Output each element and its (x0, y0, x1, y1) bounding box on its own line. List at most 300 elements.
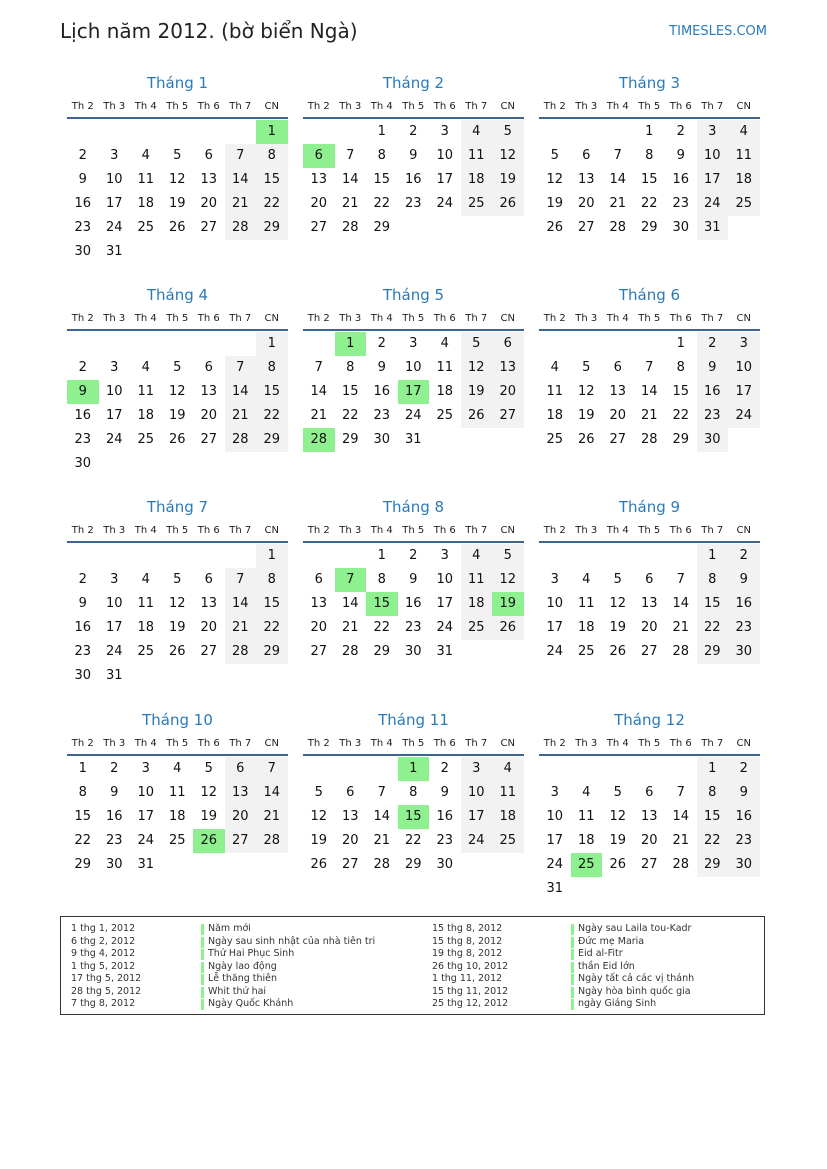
month-name: Tháng 8 (382, 498, 445, 516)
day-cell: 19 (492, 168, 524, 192)
day-cell: 31 (404, 432, 422, 447)
day-cell: 22 (256, 404, 288, 428)
brand-link[interactable]: TIMESLES.COM (669, 24, 767, 39)
day-cell: 12 (168, 172, 186, 187)
day-cell: 22 (697, 616, 729, 640)
holiday-name: Ngày lao động (208, 960, 277, 972)
holiday-name: Whit thứ hai (208, 985, 267, 997)
day-cell: 25 (137, 220, 155, 235)
day-cell: 26 (577, 432, 595, 447)
day-cell: 12 (609, 809, 627, 824)
day-cell: 24 (105, 644, 123, 659)
day-cell: 31 (697, 216, 729, 240)
holiday-date: 7 thg 8, 2012 (71, 998, 136, 1009)
day-cell: 5 (492, 544, 524, 568)
holiday-marker (571, 974, 574, 985)
day-cell: 10 (546, 809, 564, 824)
day-cell: 6 (204, 148, 213, 163)
day-cell: 6 (613, 360, 622, 375)
day-cell: 28 (609, 220, 627, 235)
day-cell: 30 (74, 244, 92, 259)
day-cell: 29 (341, 432, 359, 447)
day-cell: 31 (105, 668, 123, 683)
day-cell: 5 (314, 785, 323, 800)
holiday-date: 1 thg 1, 2012 (71, 923, 136, 934)
day-cell: 31 (436, 644, 454, 659)
weekday-label: Th 3 (575, 738, 598, 749)
day-cell: 14 (373, 809, 391, 824)
day-cell: 14 (310, 384, 328, 399)
weekday-label: CN (500, 101, 515, 112)
weekday-label: Th 6 (433, 738, 456, 749)
day-cell: 4 (492, 757, 524, 781)
day-cell: 24 (546, 644, 564, 659)
day-cell: 22 (373, 620, 391, 635)
day-cell: 19 (546, 196, 564, 211)
day-cell: 17 (105, 196, 123, 211)
weekday-label: Th 2 (71, 313, 94, 324)
day-cell: 16 (436, 809, 454, 824)
header-rule (303, 329, 524, 331)
weekday-label: Th 5 (638, 101, 661, 112)
day-cell: 2 (78, 572, 87, 587)
day-cell: 18 (728, 168, 760, 192)
day-cell: 14 (672, 596, 690, 611)
day-cell: 6 (645, 572, 654, 587)
header-rule (67, 117, 288, 119)
day-cell: 27 (577, 220, 595, 235)
day-cell: 26 (492, 192, 524, 216)
day-cell: 23 (74, 644, 92, 659)
day-cell: 29 (672, 432, 690, 447)
day-cell: 28 (672, 644, 690, 659)
weekday-label: Th 3 (339, 313, 362, 324)
day-cell: 13 (200, 596, 218, 611)
day-cell: 4 (728, 120, 760, 144)
weekday-label: Th 2 (71, 738, 94, 749)
day-cell: 22 (640, 196, 658, 211)
day-cell: 13 (492, 356, 524, 380)
holiday-name: Thứ Hai Phục Sinh (208, 948, 295, 959)
day-cell: 14 (225, 168, 257, 192)
day-cell: 3 (728, 332, 760, 356)
day-cell: 25 (492, 829, 524, 853)
day-cell: 12 (200, 785, 218, 800)
day-cell: 14 (225, 592, 257, 616)
day-cell: 6 (492, 332, 524, 356)
day-cell: 5 (550, 148, 559, 163)
holiday-date: 1 thg 5, 2012 (71, 960, 136, 972)
day-cell: 16 (105, 809, 123, 824)
day-cell: 26 (310, 857, 328, 872)
day-cell: 24 (728, 404, 760, 428)
day-cell: 22 (74, 833, 92, 848)
weekday-label: Th 7 (229, 313, 252, 324)
day-cell: 7 (314, 360, 323, 375)
day-cell: 25 (728, 192, 760, 216)
day-cell: 18 (137, 408, 155, 423)
day-cell: 21 (672, 620, 690, 635)
holiday-date: 25 thg 12, 2012 (432, 998, 509, 1009)
day-cell: 29 (256, 216, 288, 240)
day-cell: 13 (225, 781, 257, 805)
day-cell: 26 (168, 220, 186, 235)
month-name: Tháng 11 (378, 711, 449, 729)
day-cell: 12 (492, 144, 524, 168)
day-cell: 7 (346, 148, 355, 163)
day-cell: 4 (582, 572, 591, 587)
day-cell: 9 (377, 360, 386, 375)
holiday-day-cell: 1 (256, 120, 288, 144)
header-rule (539, 329, 760, 331)
header-rule (67, 541, 288, 543)
day-cell: 8 (697, 781, 729, 805)
weekday-label: Th 2 (307, 738, 330, 749)
weekday-label: CN (500, 313, 515, 324)
day-cell: 13 (200, 172, 218, 187)
holiday-name: Ngày sau Laila tou-Kadr (578, 923, 692, 934)
weekday-label: Th 2 (71, 525, 94, 536)
day-cell: 16 (74, 196, 92, 211)
weekday-label: Th 4 (370, 101, 393, 112)
weekday-label: Th 3 (339, 525, 362, 536)
day-cell: 17 (697, 168, 729, 192)
holiday-name: Ngày tất cả các vị thánh (578, 973, 695, 984)
day-cell: 6 (645, 785, 654, 800)
day-cell: 23 (74, 220, 92, 235)
weekday-label: CN (264, 738, 279, 749)
day-cell: 14 (225, 380, 257, 404)
day-cell: 3 (110, 148, 119, 163)
day-cell: 6 (314, 572, 323, 587)
weekday-label: Th 7 (701, 313, 724, 324)
weekday-label: CN (736, 313, 751, 324)
weekday-label: Th 4 (606, 313, 629, 324)
day-cell: 8 (256, 356, 288, 380)
day-cell: 25 (137, 644, 155, 659)
holiday-date: 6 thg 2, 2012 (71, 935, 136, 947)
holiday-marker (201, 924, 204, 935)
holiday-name: thần Eid lớn (578, 960, 635, 972)
day-cell: 27 (200, 220, 218, 235)
day-cell: 7 (256, 757, 288, 781)
day-cell: 2 (676, 124, 685, 139)
day-cell: 10 (461, 781, 493, 805)
day-cell: 28 (225, 216, 257, 240)
day-cell: 7 (645, 360, 654, 375)
day-cell: 10 (105, 172, 123, 187)
day-cell: 24 (436, 196, 454, 211)
day-cell: 22 (672, 408, 690, 423)
weekday-label: Th 4 (134, 313, 157, 324)
day-cell: 15 (341, 384, 359, 399)
holiday-name: Lễ thăng thiên (208, 973, 278, 984)
day-cell: 28 (672, 857, 690, 872)
day-cell: 7 (377, 785, 386, 800)
day-cell: 23 (672, 196, 690, 211)
weekday-label: Th 2 (307, 313, 330, 324)
day-cell: 20 (310, 620, 328, 635)
day-cell: 29 (256, 640, 288, 664)
day-cell: 5 (173, 572, 182, 587)
day-cell: 26 (609, 857, 627, 872)
day-cell: 11 (461, 568, 493, 592)
day-cell: 14 (609, 172, 627, 187)
day-cell: 7 (676, 785, 685, 800)
day-cell: 2 (409, 548, 418, 563)
day-cell: 9 (440, 785, 449, 800)
header-rule (539, 541, 760, 543)
month-name: Tháng 6 (618, 286, 681, 304)
day-cell: 12 (546, 172, 564, 187)
day-cell: 26 (546, 220, 564, 235)
day-cell: 19 (577, 408, 595, 423)
day-cell: 20 (200, 620, 218, 635)
day-cell: 11 (137, 384, 155, 399)
header-rule (67, 754, 288, 756)
day-cell: 16 (373, 384, 391, 399)
day-cell: 3 (440, 548, 449, 563)
day-cell: 15 (672, 384, 690, 399)
weekday-label: Th 7 (229, 101, 252, 112)
day-cell: 1 (256, 332, 288, 356)
weekday-label: CN (500, 738, 515, 749)
day-cell: 23 (105, 833, 123, 848)
weekday-label: Th 4 (370, 525, 393, 536)
day-cell: 24 (105, 432, 123, 447)
day-cell: 29 (74, 857, 92, 872)
day-cell: 24 (137, 833, 155, 848)
day-cell: 20 (640, 620, 658, 635)
day-cell: 26 (461, 404, 493, 428)
holiday-marker (201, 974, 204, 985)
day-cell: 20 (225, 805, 257, 829)
weekday-label: Th 5 (402, 101, 425, 112)
weekday-label: Th 7 (465, 525, 488, 536)
day-cell: 30 (74, 456, 92, 471)
day-cell: 24 (461, 829, 493, 853)
day-cell: 23 (404, 196, 422, 211)
day-cell: 19 (310, 833, 328, 848)
day-cell: 13 (640, 809, 658, 824)
day-cell: 20 (310, 196, 328, 211)
day-cell: 16 (728, 805, 760, 829)
day-cell: 8 (78, 785, 87, 800)
day-cell: 21 (256, 805, 288, 829)
day-cell: 11 (461, 144, 493, 168)
day-cell: 25 (546, 432, 564, 447)
day-cell: 27 (609, 432, 627, 447)
holiday-day-cell: 9 (67, 380, 99, 404)
holiday-marker (571, 949, 574, 960)
day-cell: 12 (461, 356, 493, 380)
day-cell: 18 (137, 620, 155, 635)
day-cell: 5 (173, 148, 182, 163)
day-cell: 7 (676, 572, 685, 587)
holiday-marker (571, 937, 574, 948)
day-cell: 25 (436, 408, 454, 423)
weekday-label: Th 2 (543, 525, 566, 536)
day-cell: 31 (546, 881, 564, 896)
day-cell: 10 (436, 572, 454, 587)
day-cell: 17 (105, 620, 123, 635)
day-cell: 28 (341, 220, 359, 235)
weekday-label: Th 3 (575, 313, 598, 324)
day-cell: 21 (225, 192, 257, 216)
day-cell: 25 (168, 833, 186, 848)
day-cell: 20 (341, 833, 359, 848)
day-cell: 30 (672, 220, 690, 235)
month-name: Tháng 5 (382, 286, 445, 304)
day-cell: 10 (728, 356, 760, 380)
day-cell: 13 (609, 384, 627, 399)
day-cell: 21 (225, 404, 257, 428)
weekday-label: Th 6 (669, 525, 692, 536)
day-cell: 21 (341, 620, 359, 635)
day-cell: 17 (436, 172, 454, 187)
holiday-date: 28 thg 5, 2012 (71, 985, 142, 997)
day-cell: 9 (110, 785, 119, 800)
day-cell: 23 (404, 620, 422, 635)
holiday-marker (571, 999, 574, 1010)
holiday-date: 17 thg 5, 2012 (71, 973, 142, 984)
day-cell: 19 (609, 833, 627, 848)
day-cell: 20 (577, 196, 595, 211)
day-cell: 2 (697, 332, 729, 356)
day-cell: 17 (546, 620, 564, 635)
day-cell: 2 (728, 757, 760, 781)
day-cell: 30 (105, 857, 123, 872)
day-cell: 7 (225, 568, 257, 592)
day-cell: 15 (74, 809, 92, 824)
day-cell: 9 (409, 148, 418, 163)
day-cell: 15 (640, 172, 658, 187)
holiday-date: 19 thg 8, 2012 (432, 948, 503, 959)
weekday-label: Th 6 (433, 313, 456, 324)
day-cell: 29 (697, 853, 729, 877)
day-cell: 18 (137, 196, 155, 211)
day-cell: 1 (377, 124, 386, 139)
holiday-day-cell: 28 (303, 428, 335, 452)
month-name: Tháng 1 (146, 74, 209, 92)
day-cell: 13 (341, 809, 359, 824)
day-cell: 17 (728, 380, 760, 404)
day-cell: 26 (609, 644, 627, 659)
day-cell: 15 (373, 172, 391, 187)
holiday-day-cell: 6 (303, 144, 335, 168)
day-cell: 3 (141, 761, 150, 776)
day-cell: 26 (168, 644, 186, 659)
day-cell: 22 (404, 833, 422, 848)
day-cell: 18 (577, 833, 595, 848)
day-cell: 18 (546, 408, 564, 423)
weekday-label: Th 4 (370, 313, 393, 324)
day-cell: 12 (310, 809, 328, 824)
holiday-name: Năm mới (208, 923, 251, 934)
weekday-label: Th 7 (701, 525, 724, 536)
holiday-day-cell: 26 (193, 829, 225, 853)
weekday-label: Th 5 (166, 738, 189, 749)
day-cell: 27 (225, 829, 257, 853)
month-name: Tháng 7 (146, 498, 209, 516)
header-rule (303, 117, 524, 119)
day-cell: 19 (200, 809, 218, 824)
day-cell: 4 (173, 761, 182, 776)
day-cell: 20 (492, 380, 524, 404)
day-cell: 11 (577, 809, 595, 824)
weekday-label: CN (264, 525, 279, 536)
weekday-label: Th 4 (606, 738, 629, 749)
holiday-name: Ngày sau sinh nhật của nhà tiên tri (208, 935, 376, 947)
holiday-name: Ngày Quốc Khánh (208, 998, 294, 1009)
weekday-label: Th 6 (669, 313, 692, 324)
day-cell: 6 (204, 360, 213, 375)
day-cell: 19 (461, 380, 493, 404)
holiday-marker (201, 937, 204, 948)
day-cell: 25 (577, 644, 595, 659)
day-cell: 5 (613, 785, 622, 800)
day-cell: 21 (310, 408, 328, 423)
day-cell: 2 (78, 148, 87, 163)
day-cell: 9 (409, 572, 418, 587)
weekday-label: Th 7 (701, 738, 724, 749)
day-cell: 19 (168, 408, 186, 423)
weekday-label: Th 2 (543, 313, 566, 324)
day-cell: 11 (168, 785, 186, 800)
day-cell: 27 (310, 220, 328, 235)
day-cell: 16 (728, 592, 760, 616)
day-cell: 18 (492, 805, 524, 829)
day-cell: 23 (74, 432, 92, 447)
day-cell: 27 (341, 857, 359, 872)
day-cell: 2 (377, 336, 386, 351)
weekday-label: Th 3 (575, 101, 598, 112)
weekday-label: Th 6 (669, 738, 692, 749)
day-cell: 15 (256, 168, 288, 192)
day-cell: 3 (550, 572, 559, 587)
weekday-label: Th 5 (402, 738, 425, 749)
day-cell: 29 (373, 644, 391, 659)
weekday-label: Th 7 (701, 101, 724, 112)
holiday-marker (201, 962, 204, 973)
day-cell: 13 (310, 596, 328, 611)
holiday-name: Đức mẹ Maria (578, 935, 645, 947)
holiday-legend (60, 916, 765, 1015)
day-cell: 1 (697, 757, 729, 781)
weekday-label: Th 5 (166, 313, 189, 324)
day-cell: 14 (341, 172, 359, 187)
day-cell: 11 (492, 781, 524, 805)
day-cell: 30 (697, 428, 729, 452)
holiday-name: Eid al-Fitr (578, 948, 623, 959)
weekday-label: Th 7 (229, 525, 252, 536)
day-cell: 10 (137, 785, 155, 800)
weekday-label: CN (736, 525, 751, 536)
day-cell: 18 (461, 592, 493, 616)
day-cell: 12 (577, 384, 595, 399)
header-rule (67, 329, 288, 331)
day-cell: 8 (377, 148, 386, 163)
day-cell: 16 (404, 172, 422, 187)
day-cell: 3 (550, 785, 559, 800)
day-cell: 20 (200, 196, 218, 211)
weekday-label: Th 7 (229, 738, 252, 749)
day-cell: 16 (672, 172, 690, 187)
day-cell: 10 (697, 144, 729, 168)
day-cell: 17 (546, 833, 564, 848)
day-cell: 24 (697, 192, 729, 216)
day-cell: 15 (256, 380, 288, 404)
